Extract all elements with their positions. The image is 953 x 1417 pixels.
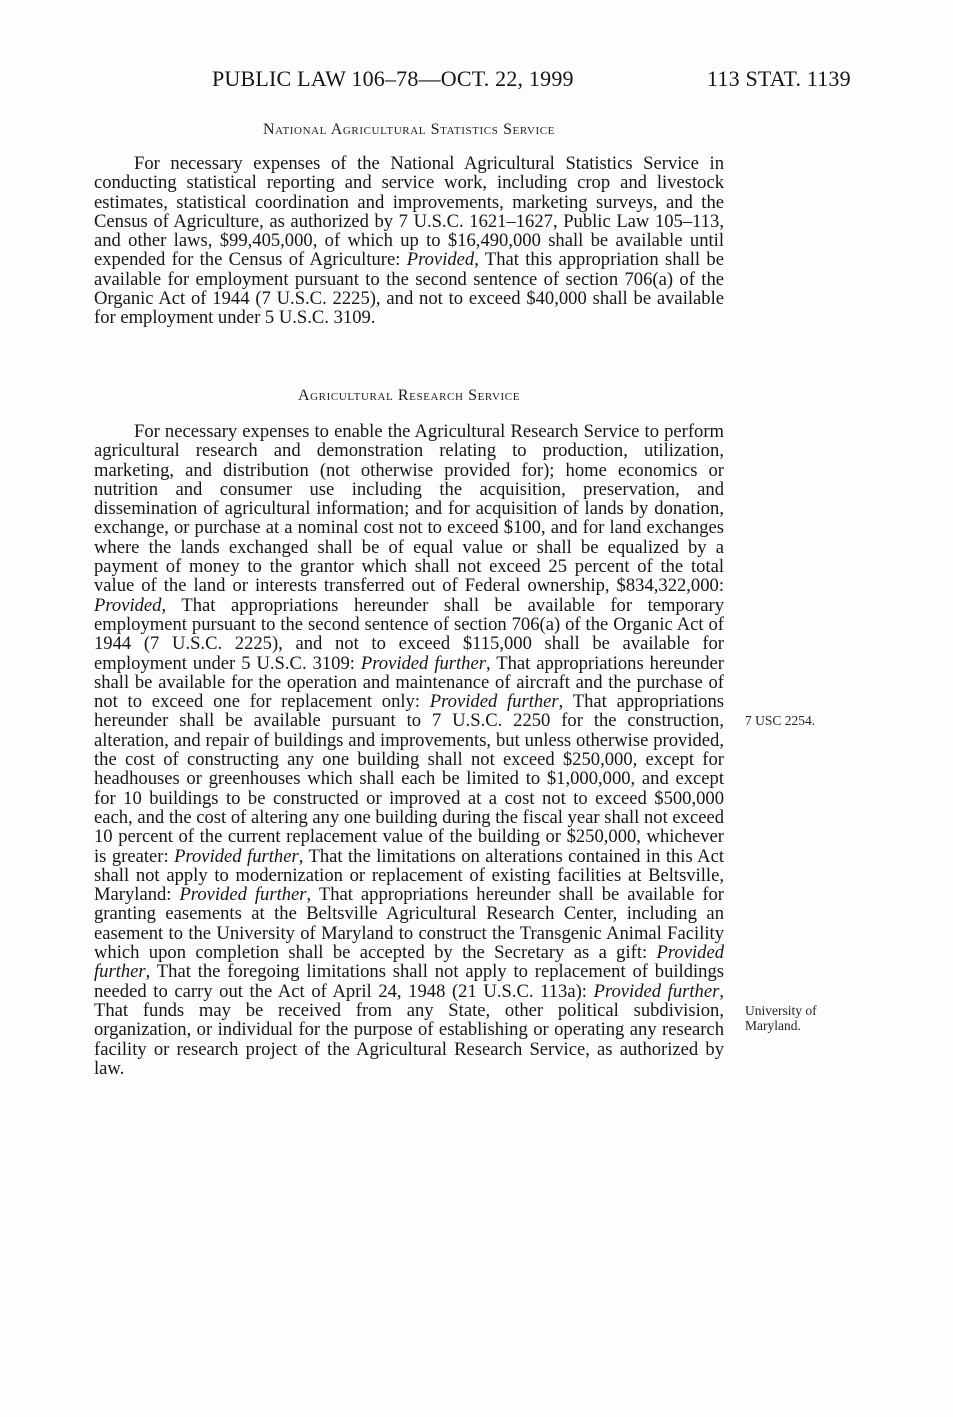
section-heading-ars: Agricultural Research Service	[297, 387, 521, 404]
proviso-italic-text: Provided further	[593, 980, 720, 1002]
body-text-run: For necessary expenses of the National Agricultural Statistics Service in conducting statistical reporting and service work, including crop and livestock estimates, statistical coordination and improvements, marketing surveys, and the Census of Agriculture, as authorized by 7 U.S.C. 1621–1627, Public Law 105–113, and other laws, $99,405,000, of which up to $16,490,000 shall be available until expended for the Census of Agriculture:	[94, 153, 724, 271]
body-text-run: , That the foregoing limitations shall not apply to replacement of buildings needed to carry out the Act of April 24, 1948 (21 U.S.C. 113a):	[94, 961, 724, 1002]
running-head-right: 113 STAT. 1139	[707, 66, 851, 91]
proviso-italic-text: Provided	[406, 249, 475, 271]
body-text-run: , That appropriations hereunder shall be available for temporary employment pursuant to the second sentence of section 706(a) of the Organic Act of 1944 (7 U.S.C. 2225), and not to exceed $115,000 shall be available for employment under 5 U.S.C. 3109:	[94, 594, 724, 674]
body-text-run: , That funds may be received from any State, other political subdivision, organization, or individual for the purpose of establishing or operating any research facility or research project of the Agricultural Research Service, as authorized by law.	[94, 980, 724, 1079]
margin-note-university: University of Maryland.	[745, 1003, 817, 1033]
body-text-run: , That this appropriation shall be available for employment pursuant to the second sentence of section 706(a) of the Organic Act of 1944 (7 U.S.C. 2225), and not to exceed $40,000 shall be available for employment under 5 U.S.C. 3109.	[94, 249, 724, 329]
proviso-italic-text: Provided further	[429, 691, 559, 713]
section-body-nass	[94, 154, 724, 328]
proviso-italic-text: Provided further	[360, 652, 486, 674]
body-text-run: , That the limitations on alterations contained in this Act shall not apply to modernization or replacement of existing facilities at Beltsville, Maryland:	[94, 845, 724, 906]
margin-note-usc-citation: 7 USC 2254.	[745, 713, 816, 728]
body-text-run: , That appropriations hereunder shall be available for granting easements at the Beltsville Agricultural Research Center, including an easement to the University of Maryland to construct the Transgenic Animal Facility which upon completion shall be accepted by the Secretary as a gift:	[94, 884, 725, 964]
running-head-left: PUBLIC LAW 106–78—OCT. 22, 1999	[212, 66, 574, 91]
proviso-italic-text: Provided	[94, 594, 162, 616]
section-heading-nass: National Agricultural Statistics Service	[262, 121, 556, 138]
body-text-run: , That appropriations hereunder shall be available pursuant to 7 U.S.C. 2250 for the construction, alteration, and repair of buildings and improvements, but unless otherwise provided, the cost of constructing any one building shall not exceed $250,000, except for headhouses or greenhouses which shall each be limited to $1,000,000, and except for 10 buildings to be constructed or improved at a cost not to exceed $500,000 each, and the cost of altering any one building during the fiscal year shall not exceed 10 percent of the current replacement value of the building or $250,000, whichever is greater:	[94, 691, 724, 867]
section-body-ars	[94, 422, 724, 1078]
proviso-italic-text: Provided further	[174, 845, 299, 867]
proviso-italic-text: Provided further	[179, 884, 307, 906]
body-text-run: For necessary expenses to enable the Agricultural Research Service to perform agricultural research and demonstration relating to production, utilization, marketing, and distribution (not otherwise provided for); home economics or nutrition and consumer use including the acquisition, preservation, and dissemination of agricultural information; and for acquisition of lands by donation, exchange, or purchase at a nominal cost not to exceed $100, and for land exchanges where the lands exchanged shall be of equal value or shall be equalized by a payment of money to the grantor which shall not exceed 25 percent of the total value of the land or interests transferred out of Federal ownership, $834,322,000:	[94, 421, 724, 597]
body-text-run: , That appropriations hereunder shall be available for the operation and maintenance of aircraft and the purchase of not to exceed one for replacement only:	[94, 652, 725, 713]
proviso-italic-text: Provided further	[94, 942, 724, 983]
